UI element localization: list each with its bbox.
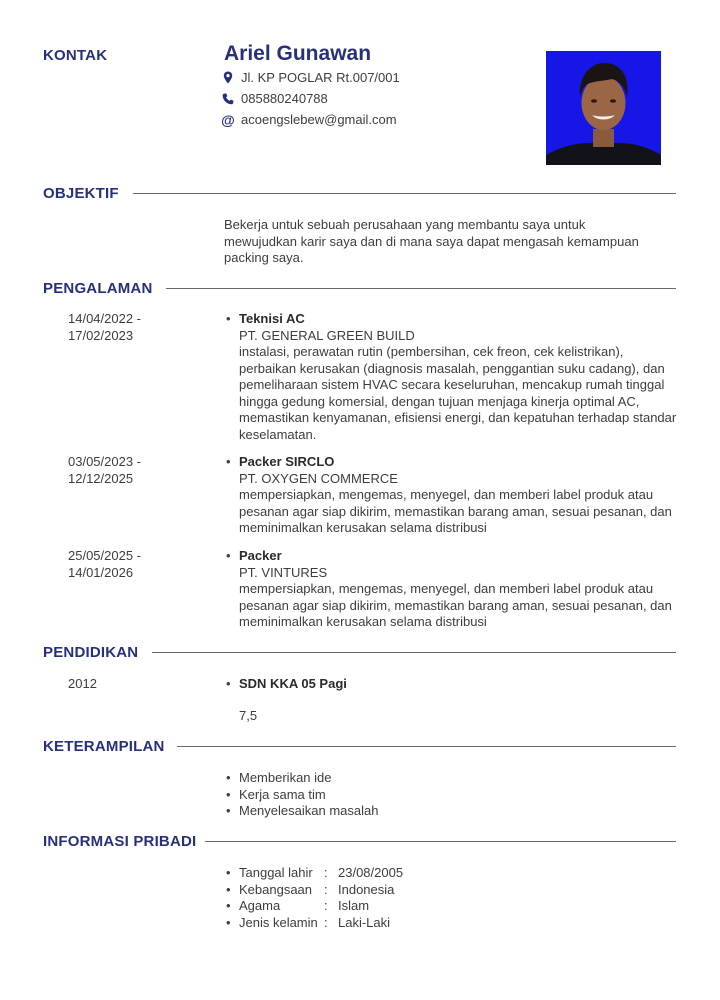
experience-2-company: PT. OXYGEN COMMERCE bbox=[239, 470, 398, 486]
personal-info-row: • Tanggal lahir : 23/08/2005 bbox=[226, 865, 403, 882]
kontak-heading: KONTAK bbox=[43, 47, 108, 64]
keterampilan-heading: KETERAMPILAN bbox=[43, 738, 165, 755]
map-pin-icon bbox=[222, 71, 234, 85]
experience-1-company: PT. GENERAL GREEN BUILD bbox=[239, 327, 415, 343]
personal-info-key: Agama bbox=[239, 898, 281, 913]
experience-3-date-end: 14/01/2026 bbox=[68, 564, 134, 580]
education-entry bbox=[239, 676, 679, 693]
education-grade: 7,5 bbox=[239, 708, 258, 723]
experience-1-entry bbox=[239, 311, 679, 443]
pengalaman-heading: PENGALAMAN bbox=[43, 280, 153, 297]
profile-photo bbox=[546, 51, 661, 165]
phone-text: 085880240788 bbox=[241, 91, 328, 106]
experience-3-bullet: • bbox=[226, 548, 231, 563]
skill-item: • Menyelesaikan masalah bbox=[226, 803, 378, 820]
personal-info-value: Indonesia bbox=[338, 881, 395, 897]
experience-1-date-end: 17/02/2023 bbox=[68, 327, 134, 343]
personal-info-value: Islam bbox=[338, 898, 370, 913]
personal-info-row: • Kebangsaan : Indonesia bbox=[226, 882, 403, 899]
pendidikan-heading: PENDIDIKAN bbox=[43, 644, 139, 661]
pengalaman-divider bbox=[166, 288, 676, 289]
personal-info-list bbox=[226, 865, 403, 931]
personal-info-row: • Agama : Islam bbox=[226, 898, 403, 915]
personal-info-row: • Jenis kelamin : Laki-Laki bbox=[226, 915, 403, 932]
personal-info-key: Jenis kelamin bbox=[239, 914, 318, 930]
experience-2-date bbox=[68, 454, 141, 487]
phone-row bbox=[222, 91, 328, 106]
skill-item: • Kerja sama tim bbox=[226, 787, 378, 804]
objektif-text: Bekerja untuk sebuah perusahaan yang membantu saya untuk mewujudkan karir saya dan di mana saya dapat mengasah kemampuan packing saya. bbox=[224, 217, 639, 265]
experience-1-desc: instalasi, perawatan rutin (pembersihan, cek freon, cek kelistrikan), perbaikan kerusakan (diagnosis masalah, penggantian suku cadang), dan pemeliharaan sistem HVAC secara keseluruhan, mencakup rumah tinggal hingga gedung komersial, dengan tujuan menjaga kinerja optimal AC, memastikan kenyamanan, efisiensi energi, dan kepatuhan terhadap standar keselamatan. bbox=[239, 344, 677, 442]
education-year: 2012 bbox=[68, 676, 97, 691]
experience-2-date-end: 12/12/2025 bbox=[68, 470, 134, 486]
experience-3-date bbox=[68, 548, 141, 581]
experience-2-entry bbox=[239, 454, 679, 537]
experience-3-date-start: 25/05/2025 - bbox=[68, 548, 142, 563]
objektif-divider bbox=[133, 193, 676, 194]
candidate-name: Ariel Gunawan bbox=[224, 42, 372, 65]
experience-2-bullet: • bbox=[226, 454, 231, 469]
pendidikan-divider bbox=[152, 652, 676, 653]
phone-icon bbox=[222, 92, 234, 106]
personal-info-value: 23/08/2005 bbox=[338, 865, 404, 880]
personal-info-value: Laki-Laki bbox=[338, 914, 391, 930]
objektif-heading: OBJEKTIF bbox=[43, 185, 119, 202]
experience-3-company: PT. VINTURES bbox=[239, 564, 328, 580]
skill-item: • Memberikan ide bbox=[226, 770, 378, 787]
experience-1-bullet: • bbox=[226, 311, 231, 326]
experience-3-title: Packer bbox=[239, 548, 282, 563]
at-sign-icon: @ bbox=[221, 111, 235, 128]
personal-info-key: Tanggal lahir bbox=[239, 865, 313, 880]
address-row bbox=[222, 70, 400, 85]
email-text: acoengslebew@gmail.com bbox=[241, 112, 397, 127]
skills-list bbox=[226, 770, 378, 820]
email-row bbox=[222, 112, 397, 127]
experience-2-date-start: 03/05/2023 - bbox=[68, 454, 142, 469]
experience-2-desc: mempersiapkan, mengemas, menyegel, dan memberi label produk atau pesanan agar siap dikirim, memastikan barang aman, sesuai pesanan, dan meminimalkan kerusakan selama distribusi bbox=[239, 487, 672, 535]
experience-2-title: Packer SIRCLO bbox=[239, 454, 335, 469]
informasi-pribadi-divider bbox=[205, 841, 676, 842]
informasi-pribadi-heading: INFORMASI PRIBADI bbox=[43, 833, 197, 850]
experience-1-title: Teknisi AC bbox=[239, 311, 305, 326]
education-bullet: • bbox=[226, 676, 231, 691]
keterampilan-divider bbox=[177, 746, 676, 747]
experience-3-desc: mempersiapkan, mengemas, menyegel, dan memberi label produk atau pesanan agar siap dikirim, memastikan barang aman, sesuai pesanan, dan meminimalkan kerusakan selama distribusi bbox=[239, 581, 672, 629]
education-school: SDN KKA 05 Pagi bbox=[239, 676, 347, 691]
experience-3-entry bbox=[239, 548, 679, 631]
experience-1-date bbox=[68, 311, 141, 344]
experience-1-date-start: 14/04/2022 - bbox=[68, 311, 142, 326]
address-text: Jl. KP POGLAR Rt.007/001 bbox=[241, 70, 400, 85]
personal-info-key: Kebangsaan bbox=[239, 881, 313, 897]
